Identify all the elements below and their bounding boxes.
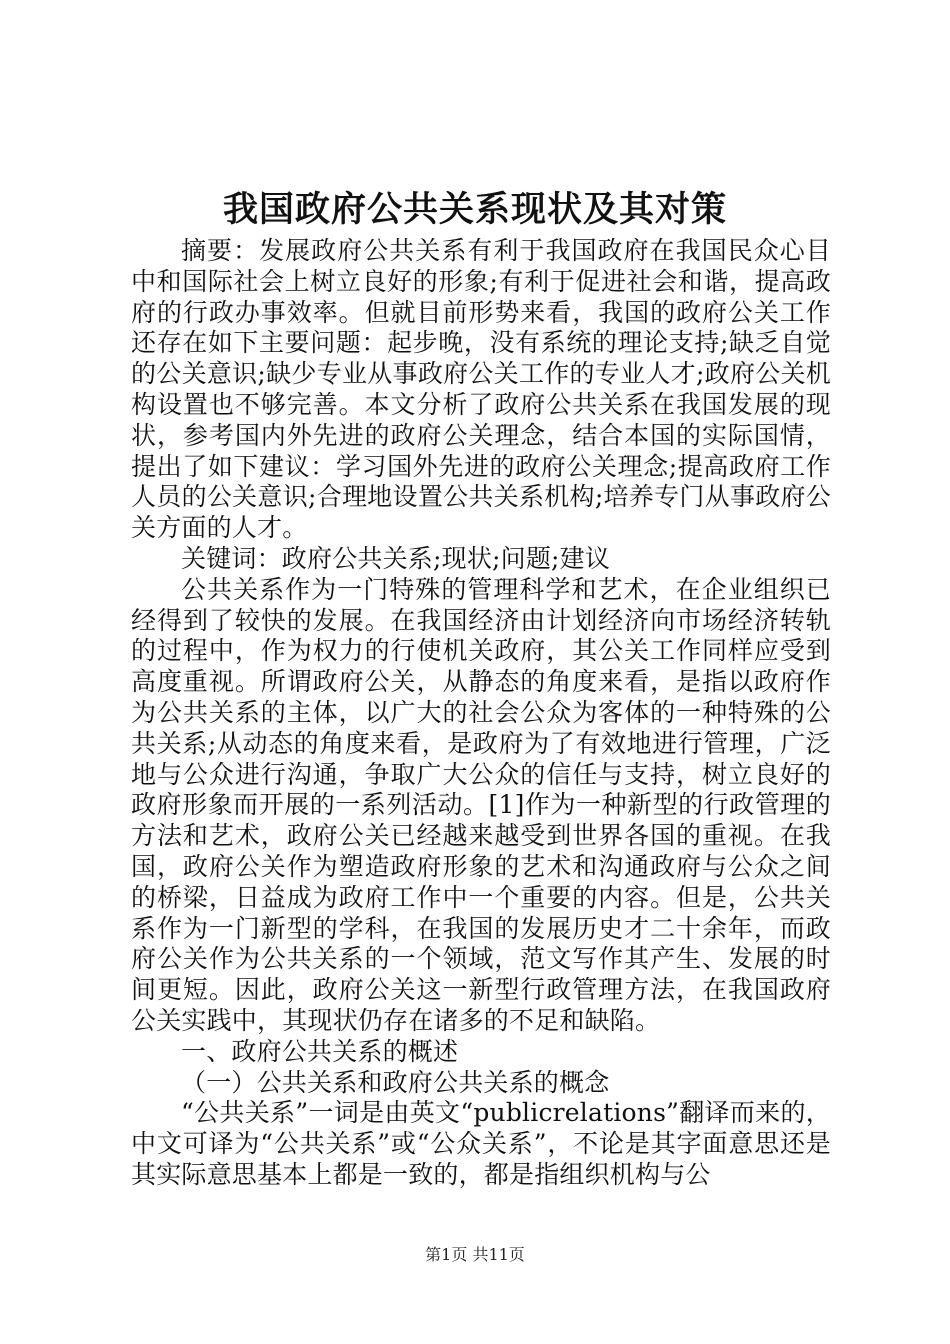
document-body <box>131 236 831 1191</box>
body-paragraph: “公共关系”一词是由英文“publicrelations”翻译而来的，中文可译为“公共关系”或“公众关系”，不论是其字面意思还是其实际意思基本上都是一致的，都是指组织机构与公 <box>131 1098 831 1189</box>
body-paragraph: 公共关系作为一门特殊的管理科学和艺术，在企业组织已经得到了较快的发展。在我国经济由计划经济向市场经济转轨的过程中，作为权力的行使机关政府，其公关工作同样应受到高度重视。所谓政府公关，从静态的角度来看，是指以政府作为公共关系的主体，以广大的社会公众为客体的一种特殊的公共关系;从动态的角度来看，是政府为了有效地进行管理，广泛地与公众进行沟通，争取广大公众的信任与支持，树立良好的政府形象而开展的一系列活动。[1]作为一种新型的行政管理的方法和艺术，政府公关已经越来越受到世界各国的重视。在我国，政府公关作为塑造政府形象的艺术和沟通政府与公众之间的桥梁，日益成为政府工作中一个重要的内容。但是，公共关系作为一门新型的学科，在我国的发展历史才二十余年，而政府公关作为公共关系的一个领域，范文写作其产生、发展的时间更短。因此，政府公关这一新型行政管理方法，在我国政府公关实践中，其现状仍存在诸多的不足和缺陷。 <box>131 574 831 1035</box>
abstract-paragraph: 摘要：发展政府公共关系有利于我国政府在我国民众心目中和国际社会上树立良好的形象;有利于促进社会和谐，提高政府的行政办事效率。但就目前形势来看，我国的政府公关工作还存在如下主要问题：起步晚，没有系统的理论支持;缺乏自觉的公关意识;缺少专业从事政府公关工作的专业人才;政府公关机构设置也不够完善。本文分析了政府公共关系在我国发展的现状，参考国内外先进的政府公关理念，结合本国的实际国情，提出了如下建议：学习国外先进的政府公关理念;提高政府工作人员的公关意识;合理地设置公共关系机构;培养专门从事政府公关方面的人才。 <box>131 236 831 543</box>
page-title: 我国政府公共关系现状及其对策 <box>222 189 727 230</box>
section-heading: 一、政府公共关系的概述 <box>181 1036 459 1066</box>
keywords-paragraph: 关键词：政府公共关系;现状;问题;建议 <box>181 543 611 573</box>
subsection-heading: （一）公共关系和政府公共关系的概念 <box>181 1067 610 1097</box>
page-footer: 第1页 共11页 <box>425 1245 525 1264</box>
